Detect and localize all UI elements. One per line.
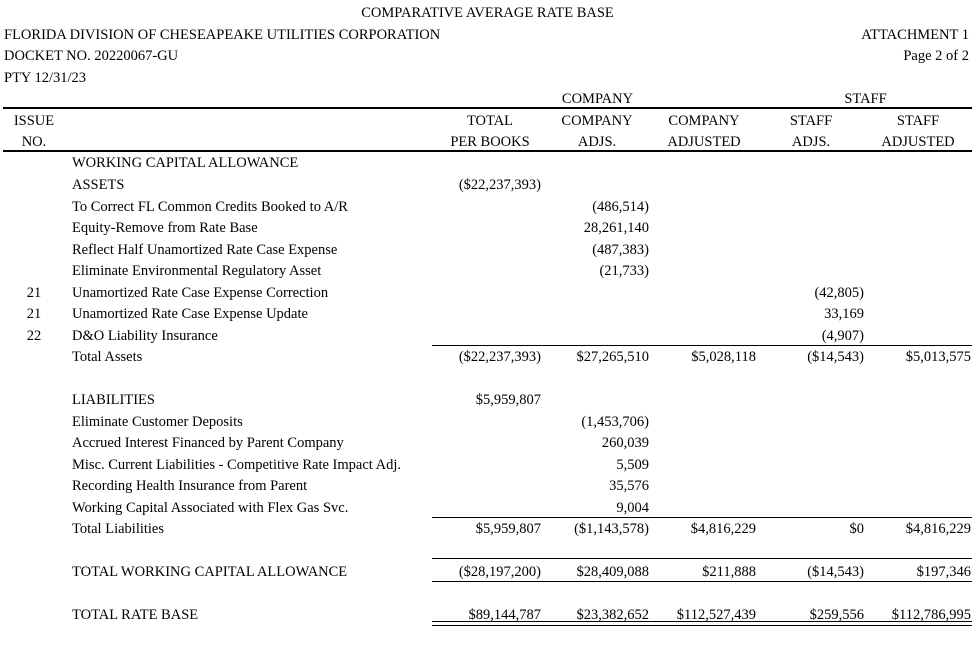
cell-total-per-books: $5,959,807 [475,392,541,408]
cell-staff-adjs: (4,907) [821,328,864,344]
cell-staff-adjusted: $112,786,995 [891,607,971,623]
col-issue-line2: NO. [21,134,47,150]
cell-company-adjs: (21,733) [599,263,649,279]
cell-description: Reflect Half Unamortized Rate Case Expense [72,242,338,258]
cell-description: Accrued Interest Financed by Parent Company [72,435,344,451]
rate-base-rule-1 [432,621,972,622]
cell-company-adjs: $23,382,652 [576,607,649,623]
wca-top-rule [432,558,972,559]
col-company-adjs-line1: COMPANY [561,113,633,129]
docket-number: DOCKET NO. 20220067-GU [4,48,179,64]
col-total-line1: TOTAL [466,113,514,129]
cell-total-per-books: ($22,237,393) [458,349,541,365]
cell-description: WORKING CAPITAL ALLOWANCE [72,155,299,171]
cell-description: D&O Liability Insurance [72,328,218,344]
cell-staff-adjs: $0 [849,521,864,537]
page-number: Page 2 of 2 [903,48,969,64]
cell-staff-adjusted: $4,816,229 [905,521,971,537]
test-year: PTY 12/31/23 [4,70,87,86]
cell-total-per-books: $5,959,807 [475,521,541,537]
cell-staff-adjs: 33,169 [824,306,864,322]
cell-company-adjusted: $211,888 [702,564,756,580]
cell-company-adjs: 5,509 [616,457,649,473]
cell-description: Unamortized Rate Case Expense Correction [72,285,329,301]
header-bottom-rule [3,150,972,152]
col-staff-adjusted-line1: STAFF [896,113,940,129]
cell-description: Eliminate Customer Deposits [72,414,243,430]
rate-base-rule-2 [432,625,972,626]
cell-company-adjusted: $112,527,439 [676,607,756,623]
cell-staff-adjusted: $197,346 [916,564,971,580]
cell-company-adjs: 35,576 [609,478,649,494]
cell-total-per-books: ($28,197,200) [458,564,541,580]
cell-description: Unamortized Rate Case Expense Update [72,306,308,322]
cell-issue: 21 [26,306,42,322]
col-total-line2: PER BOOKS [450,134,530,150]
cell-company-adjs: ($1,143,578) [574,521,649,537]
cell-staff-adjs: (42,805) [814,285,864,301]
cell-company-adjs: $27,265,510 [576,349,649,365]
group-staff-label: STAFF [844,91,887,107]
cell-company-adjs: 9,004 [616,500,649,516]
cell-description: Recording Health Insurance from Parent [72,478,308,494]
cell-total-per-books: ($22,237,393) [458,177,541,193]
company-name: FLORIDA DIVISION OF CHESEAPEAKE UTILITIES CORPORATION [4,27,441,43]
cell-company-adjusted: $5,028,118 [691,349,756,365]
col-staff-adjs-line1: STAFF [789,113,833,129]
liabilities-subtotal-rule [432,517,972,518]
cell-total-per-books: $89,144,787 [468,607,541,623]
cell-description: Equity-Remove from Rate Base [72,220,258,236]
cell-staff-adjs: ($14,543) [807,349,864,365]
cell-staff-adjusted: $5,013,575 [905,349,971,365]
col-staff-adjs-line2: ADJS. [791,134,831,150]
cell-company-adjs: (487,383) [592,242,649,258]
cell-description: LIABILITIES [72,392,155,408]
cell-company-adjusted: $4,816,229 [690,521,756,537]
col-staff-adjusted-line2: ADJUSTED [881,134,955,150]
cell-company-adjs: 28,261,140 [583,220,649,236]
cell-description: Working Capital Associated with Flex Gas Svc. [72,500,349,516]
col-issue-line1: ISSUE [13,113,55,129]
cell-description: Total Liabilities [72,521,165,537]
wca-bottom-rule [432,581,972,582]
cell-staff-adjs: $259,556 [809,607,864,623]
col-company-adjusted-line2: ADJUSTED [667,134,741,150]
cell-description: TOTAL RATE BASE [72,607,199,623]
col-company-adjs-line2: ADJS. [577,134,617,150]
cell-description: Misc. Current Liabilities - Competitive Rate Impact Adj. [72,457,402,473]
cell-description: TOTAL WORKING CAPITAL ALLOWANCE [72,564,348,580]
cell-issue: 21 [26,285,42,301]
attachment-label: ATTACHMENT 1 [861,27,969,43]
col-company-adjusted-line1: COMPANY [668,113,740,129]
cell-description: Eliminate Environmental Regulatory Asset [72,263,322,279]
report-title: COMPARATIVE AVERAGE RATE BASE [361,5,614,21]
cell-description: ASSETS [72,177,125,193]
cell-issue: 22 [26,328,42,344]
assets-subtotal-rule [432,345,972,346]
cell-description: To Correct FL Common Credits Booked to A/R [72,199,348,215]
header-top-rule [3,107,972,109]
cell-description: Total Assets [72,349,143,365]
cell-company-adjs: (1,453,706) [581,414,649,430]
group-company-label: COMPANY [561,91,634,107]
cell-company-adjs: $28,409,088 [576,564,649,580]
cell-company-adjs: (486,514) [592,199,649,215]
cell-company-adjs: 260,039 [601,435,649,451]
cell-staff-adjs: ($14,543) [807,564,864,580]
